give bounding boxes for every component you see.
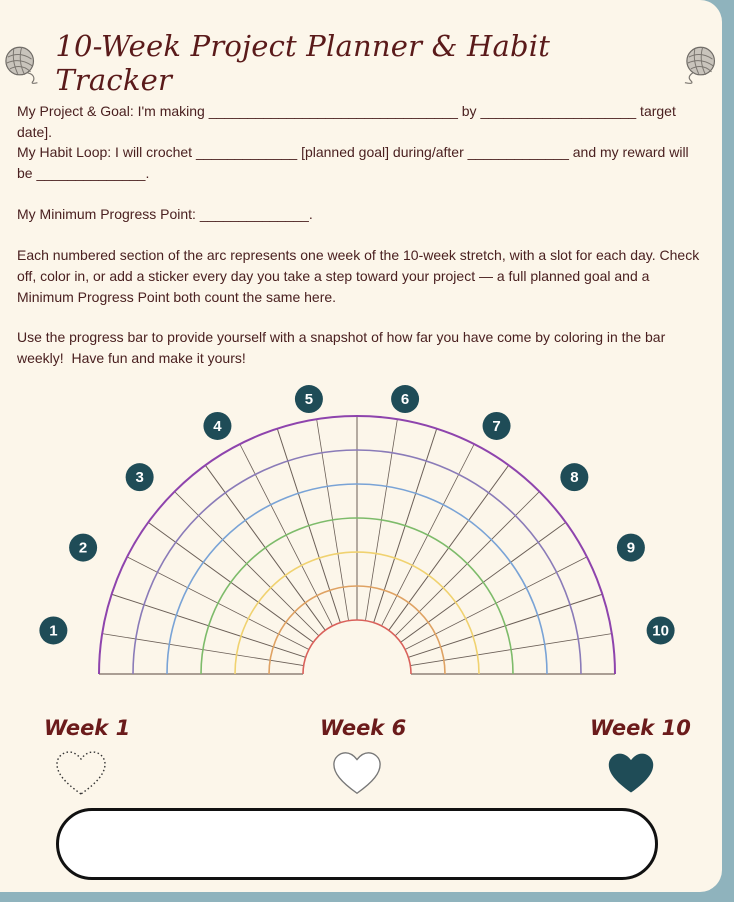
week-1-label: Week 1 [44,716,131,740]
heart-filled-icon [606,750,656,798]
week-number-text: 8 [570,469,579,487]
week-number-text: 9 [626,539,636,557]
habit-loop-line: My Habit Loop: I will crochet _____________ [planned goal] during/after _____________ and my reward will be ______________. [17,144,693,181]
week-number-text: 10 [652,622,669,640]
week-number-text: 1 [49,622,58,640]
week-number-badge [39,616,67,644]
week-number-badge [647,616,675,644]
week-6-label: Week 6 [320,716,407,740]
arc-instructions: Each numbered section of the arc represents one week of the 10-week stretch, with a slot for each day. Check off, color in, or add a sticker every day you take a step toward your project — a full planned goal and a Minimum Progress Point both count the same here. [17,247,704,305]
week-number-badge [203,412,231,440]
week-number-text: 4 [213,417,222,435]
week-number-badge [391,385,419,413]
week-number-text: 3 [135,469,144,487]
week-10-label: Week 10 [590,716,691,740]
yarn-ball-icon [0,41,43,85]
week-number-badge [560,463,588,491]
week-number-badge [617,534,645,562]
title-row [0,29,722,97]
week-number-text: 5 [304,391,314,409]
week-number-badge [69,534,97,562]
week-number-text: 6 [400,391,410,409]
week-number-badge [295,385,323,413]
minimum-progress-line: My Minimum Progress Point: ______________. [17,206,313,222]
project-goal-line: My Project & Goal: I'm making ________________________________ by ____________________ target date]. [17,103,680,140]
arc-ring [303,620,411,674]
progress-bar-instructions: Use the progress bar to provide yourself with a snapshot of how far you have come by coloring in the bar weekly! Have fun and make it yours! [17,329,670,366]
week-number-text: 7 [492,417,501,435]
yarn-ball-icon [679,41,722,85]
week-number-badge [126,463,154,491]
page-title: 10-Week Project Planner & Habit Tracker [55,29,551,97]
week-arc-tracker[interactable] [0,370,722,690]
week-number-badge [483,412,511,440]
heart-outline-icon [331,750,383,798]
week-number-text: 2 [78,539,88,557]
progress-bar[interactable] [56,808,658,880]
heart-outline-dotted-icon [54,750,108,798]
